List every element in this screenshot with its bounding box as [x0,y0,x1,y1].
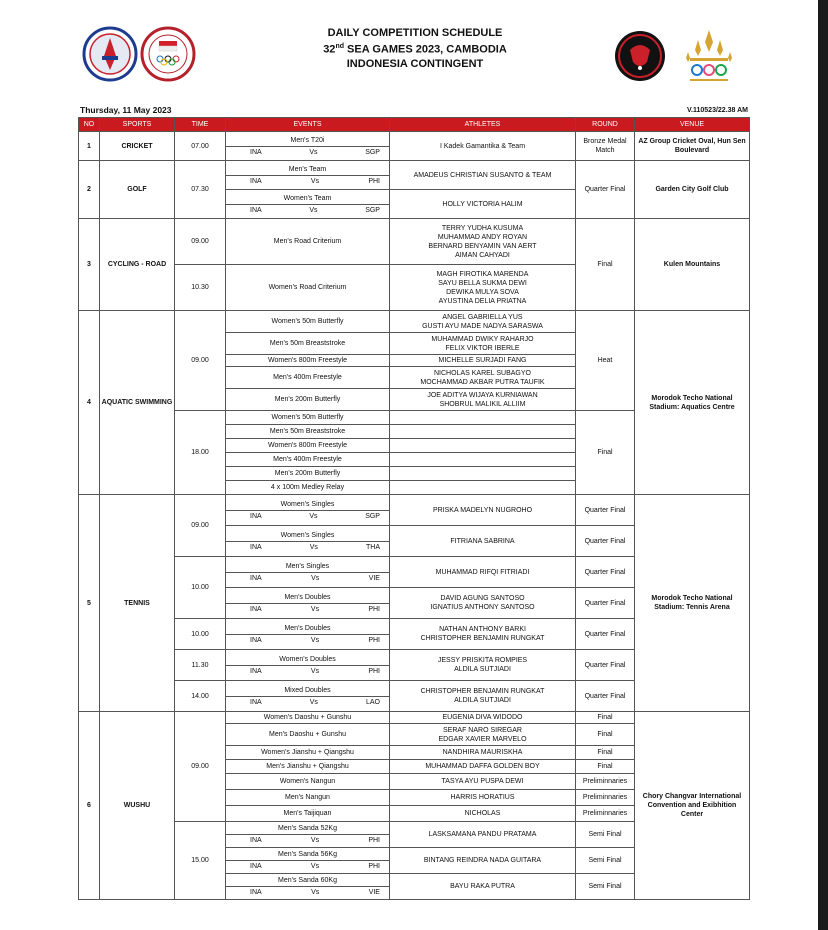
cycling-time-2: 10.30 [175,265,226,311]
cycling-sport: CYCLING - ROAD [100,219,175,311]
tennis-venue: Morodok Techo National Stadium: Tennis Arena [635,495,750,712]
tennis-time: 10.00 [175,557,226,619]
golf-athletes-2: HOLLY VICTORIA HALIM [390,190,576,219]
wushu-round: Final [576,712,635,724]
cricket-event: Men's T20i INA Vs SGP [226,132,390,161]
wushu-event: Men's Jianshu + Qiangshu [226,760,390,774]
cycling-venue: Kulen Mountains [635,219,750,311]
aquatic-heat-event: Men's 200m Butterfly [226,389,390,411]
document-title [250,26,580,71]
cricket-round: Bronze Medal Match [576,132,635,161]
indonesia-contingent-emblem-icon [614,30,666,82]
cycling-athletes-2: MAGH FIROTIKA MARENDA SAYU BELLA SUKMA DEWI DEWIKA MULYA SOVA AYUSTINA DELIA PRIATNA [390,265,576,311]
cycling-no: 3 [79,219,100,311]
aquatic-final-athletes [390,425,576,439]
wushu-round: Semi Final [576,848,635,874]
aquatic-sport: AQUATIC SWIMMING [100,311,175,495]
aquatic-venue: Morodok Techo National Stadium: Aquatics Centre [635,311,750,495]
tennis-event: Men's Doubles INA Vs PHI [226,588,390,619]
wushu-event: Men's Sanda 52Kg INA Vs PHI [226,822,390,848]
golf-athletes-1: AMADEUS CHRISTIAN SUSANTO & TEAM [390,161,576,190]
koi-logo-icon [140,26,196,82]
cricket-row [79,132,750,161]
aquatic-final-event: Men's 400m Freestyle [226,453,390,467]
tennis-athletes: FITRIANA SABRINA [390,526,576,557]
wushu-event: Men's Taijiquan [226,806,390,822]
tennis-round: Quarter Final [576,588,635,619]
tennis-athletes: PRISKA MADELYN NUGROHO [390,495,576,526]
tennis-athletes: MUHAMMAD RIFQI FITRIADI [390,557,576,588]
version-label: V.110523/22.38 AM [687,107,748,114]
tennis-event: Women's Doubles INA Vs PHI [226,650,390,681]
aquatic-heat-event: Women's 800m Freestyle [226,355,390,367]
tennis-event: Mixed Doubles INA Vs LAO [226,681,390,712]
col-events: EVENTS [226,118,390,132]
golf-venue: Garden City Golf Club [635,161,750,219]
col-athletes: ATHLETES [390,118,576,132]
cycling-time-1: 09.00 [175,219,226,265]
cricket-venue: AZ Group Cricket Oval, Hun Sen Boulevard [635,132,750,161]
sea-games-logo-icon [682,28,736,86]
tennis-row [79,495,750,526]
wushu-sport: WUSHU [100,712,175,900]
col-round: ROUND [576,118,635,132]
wushu-round: Preliminnaries [576,774,635,790]
wushu-athletes: BAYU RAKA PUTRA [390,874,576,900]
tennis-event: Women's Singles INA Vs THA [226,526,390,557]
aquatic-heat-athletes: JOE ADITYA WIJAYA KURNIAWAN SHOBRUL MALIKIL ALLIIM [390,389,576,411]
golf-sport: GOLF [100,161,175,219]
tennis-no: 5 [79,495,100,712]
title-line-3: INDONESIA CONTINGENT [346,57,484,70]
tennis-athletes: JESSY PRISKITA ROMPIES ALDILA SUTJIADI [390,650,576,681]
tennis-time: 09.00 [175,495,226,557]
wushu-event: Women's Jianshu + Qiangshu [226,746,390,760]
wushu-round: Final [576,724,635,746]
wushu-athletes: MUHAMMAD DAFFA GOLDEN BOY [390,760,576,774]
tennis-round: Quarter Final [576,650,635,681]
wushu-athletes: BINTANG REINDRA NADA GUITARA [390,848,576,874]
golf-row [79,161,750,190]
aquatic-heat-event: Women's 50m Butterfly [226,311,390,333]
wushu-event: Women's Nangun [226,774,390,790]
wushu-athletes: EUGENIA DIVA WIDODO [390,712,576,724]
tennis-round: Quarter Final [576,526,635,557]
aquatic-no: 4 [79,311,100,495]
aquatic-final-athletes [390,467,576,481]
aquatic-final-event: Women's 50m Butterfly [226,411,390,425]
wushu-athletes: NANDHIRA MAURISKHA [390,746,576,760]
tennis-round: Quarter Final [576,557,635,588]
wushu-event: Men's Sanda 60Kg INA Vs VIE [226,874,390,900]
wushu-round: Preliminnaries [576,806,635,822]
col-venue: VENUE [635,118,750,132]
tennis-athletes: NATHAN ANTHONY BARKI CHRISTOPHER BENJAMIN RUNGKAT [390,619,576,650]
tennis-event: Men's Doubles INA Vs PHI [226,619,390,650]
tennis-event: Women's Singles INA Vs SGP [226,495,390,526]
wushu-athletes: LASKSAMANA PANDU PRATAMA [390,822,576,848]
tennis-sport: TENNIS [100,495,175,712]
cycling-row [79,219,750,265]
golf-round: Quarter Final [576,161,635,219]
aquatic-final-event: Men's 50m Breaststroke [226,425,390,439]
cycling-event-1: Men's Road Criterium [226,219,390,265]
tennis-round: Quarter Final [576,619,635,650]
aquatic-final-athletes [390,453,576,467]
schedule-date: Thursday, 11 May 2023 [80,105,172,115]
wushu-event: Men's Nangun [226,790,390,806]
wushu-event: Men's Daoshu + Gunshu [226,724,390,746]
aquatic-final-athletes [390,411,576,425]
aquatic-time-2: 18.00 [175,411,226,495]
aquatic-heat-athletes: NICHOLAS KAREL SUBAGYO MOCHAMMAD AKBAR PUTRA TAUFIK [390,367,576,389]
wushu-time-1: 09.00 [175,712,226,822]
tennis-round: Quarter Final [576,681,635,712]
aquatic-heat-athletes: ANGEL GABRIELLA YUS GUSTI AYU MADE NADYA SARASWA [390,311,576,333]
tennis-time: 10.00 [175,619,226,650]
wushu-round: Final [576,746,635,760]
aquatic-row [79,311,750,333]
right-edge [818,0,828,930]
tennis-event: Men's Singles INA Vs VIE [226,557,390,588]
ministry-logo-icon [82,26,138,82]
tennis-round: Quarter Final [576,495,635,526]
wushu-round: Semi Final [576,822,635,848]
golf-time: 07.30 [175,161,226,219]
golf-no: 2 [79,161,100,219]
cricket-athletes: I Kadek Gamantika & Team [390,132,576,161]
wushu-round: Semi Final [576,874,635,900]
schedule-table [78,117,750,900]
tennis-athletes: DAVID AGUNG SANTOSO IGNATIUS ANTHONY SANTOSO [390,588,576,619]
wushu-row [79,712,750,724]
cricket-no: 1 [79,132,100,161]
wushu-athletes: NICHOLAS [390,806,576,822]
aquatic-final-event: Women's 800m Freestyle [226,439,390,453]
aquatic-final-athletes [390,439,576,453]
aquatic-round-heat: Heat [576,311,635,411]
wushu-no: 6 [79,712,100,900]
aquatic-heat-athletes: MUHAMMAD DWIKY RAHARJO FELIX VIKTOR IBERLE [390,333,576,355]
wushu-time-2: 15.00 [175,822,226,900]
wushu-round: Preliminnaries [576,790,635,806]
tennis-time: 11.30 [175,650,226,681]
col-sports: SPORTS [100,118,175,132]
cycling-round: Final [576,219,635,311]
title-line-1: DAILY COMPETITION SCHEDULE [327,27,503,39]
cycling-athletes-1: TERRY YUDHA KUSUMA MUHAMMAD ANDY ROYAN BERNARD BENYAMIN VAN AERT AIMAN CAHYADI [390,219,576,265]
cricket-time: 07.00 [175,132,226,161]
cycling-event-2: Women's Road Criterium [226,265,390,311]
col-no: NO [79,118,100,132]
aquatic-final-event: Men's 200m Butterfly [226,467,390,481]
title-line-2: 32nd SEA GAMES 2023, CAMBODIA [323,43,507,56]
wushu-athletes: TASYA AYU PUSPA DEWI [390,774,576,790]
cricket-sport: CRICKET [100,132,175,161]
wushu-round: Final [576,760,635,774]
aquatic-round-final: Final [576,411,635,495]
golf-event-1: Men's Team INA Vs PHI [226,161,390,190]
tennis-time: 14.00 [175,681,226,712]
wushu-athletes: HARRIS HORATIUS [390,790,576,806]
aquatic-final-athletes [390,481,576,495]
aquatic-heat-event: Men's 50m Breaststroke [226,333,390,355]
aquatic-heat-athletes: MICHELLE SURJADI FANG [390,355,576,367]
wushu-venue: Chory Changvar International Convention and Exibhition Center [635,712,750,900]
wushu-athletes: SERAF NARO SIREGAR EDGAR XAVIER MARVELO [390,724,576,746]
golf-event-2: Women's Team INA Vs SGP [226,190,390,219]
wushu-event: Women's Daoshu + Gunshu [226,712,390,724]
aquatic-heat-event: Men's 400m Freestyle [226,367,390,389]
table-header-row [79,118,750,132]
col-time: TIME [175,118,226,132]
wushu-event: Men's Sanda 56Kg INA Vs PHI [226,848,390,874]
tennis-athletes: CHRISTOPHER BENJAMIN RUNGKAT ALDILA SUTJIADI [390,681,576,712]
aquatic-final-event: 4 x 100m Medley Relay [226,481,390,495]
aquatic-time-1: 09.00 [175,311,226,411]
